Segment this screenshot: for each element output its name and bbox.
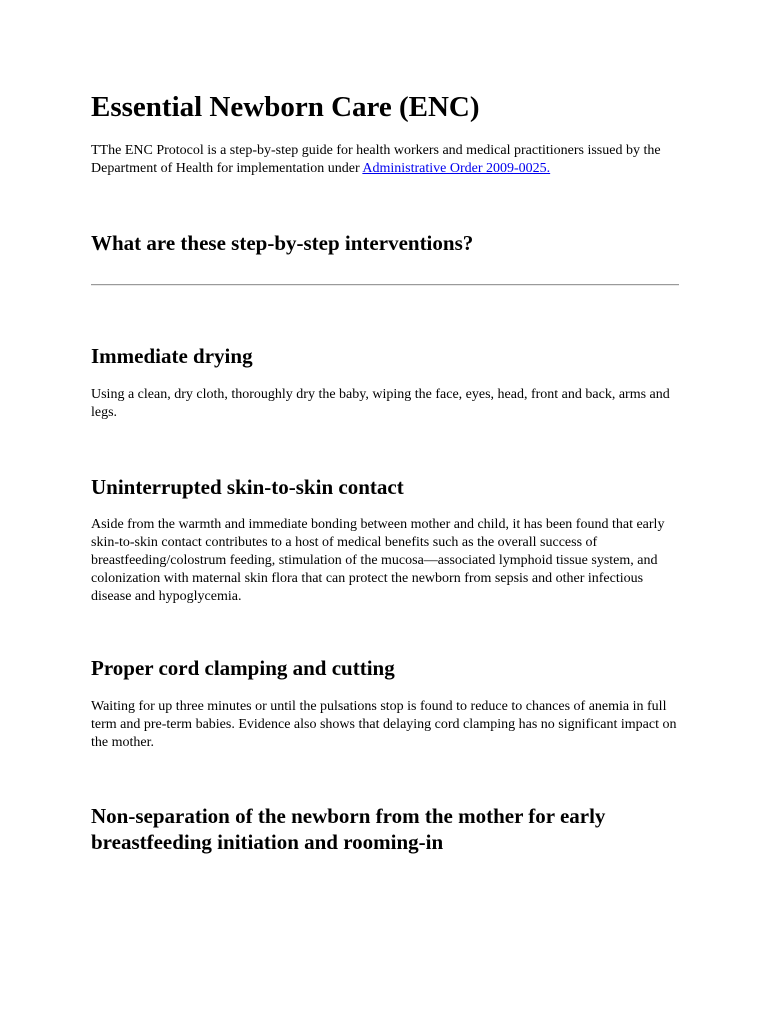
- question-heading: What are these step-by-step interventions?: [91, 231, 474, 255]
- administrative-order-link[interactable]: Administrative Order 2009-0025.: [362, 161, 551, 176]
- horizontal-divider: [91, 284, 679, 286]
- intro-paragraph: [91, 142, 679, 178]
- heading-skin-to-skin: Uninterrupted skin-to-skin contact: [91, 475, 404, 499]
- body-cord-clamping: Waiting for up three minutes or until the pulsations stop is found to reduce to chances of anemia in full term and pre-term babies. Evidence also shows that delaying cord clamping has no significant impact on the mother.: [91, 699, 677, 750]
- intro-text: TThe ENC Protocol is a step-by-step guide for health workers and medical practitioners issued by the Department of Health for implementation under: [91, 143, 661, 176]
- body-immediate-drying: Using a clean, dry cloth, thoroughly dry the baby, wiping the face, eyes, head, front and back, arms and legs.: [91, 387, 670, 420]
- heading-non-separation: Non-separation of the newborn from the mother for early breastfeeding initiation and rooming-in: [91, 804, 606, 854]
- body-skin-to-skin: Aside from the warmth and immediate bonding between mother and child, it has been found that early skin-to-skin contact contributes to a host of medical benefits such as the overall success of breastfeeding/colostrum feeding, stimulation of the mucosa—associated lymphoid tissue system, and colonization with maternal skin flora that can protect the newborn from sepsis and other infectious disease and hypoglycemia.: [91, 517, 665, 604]
- heading-cord-clamping: Proper cord clamping and cutting: [91, 656, 395, 680]
- page-title: Essential Newborn Care (ENC): [91, 91, 480, 123]
- heading-immediate-drying: Immediate drying: [91, 344, 253, 368]
